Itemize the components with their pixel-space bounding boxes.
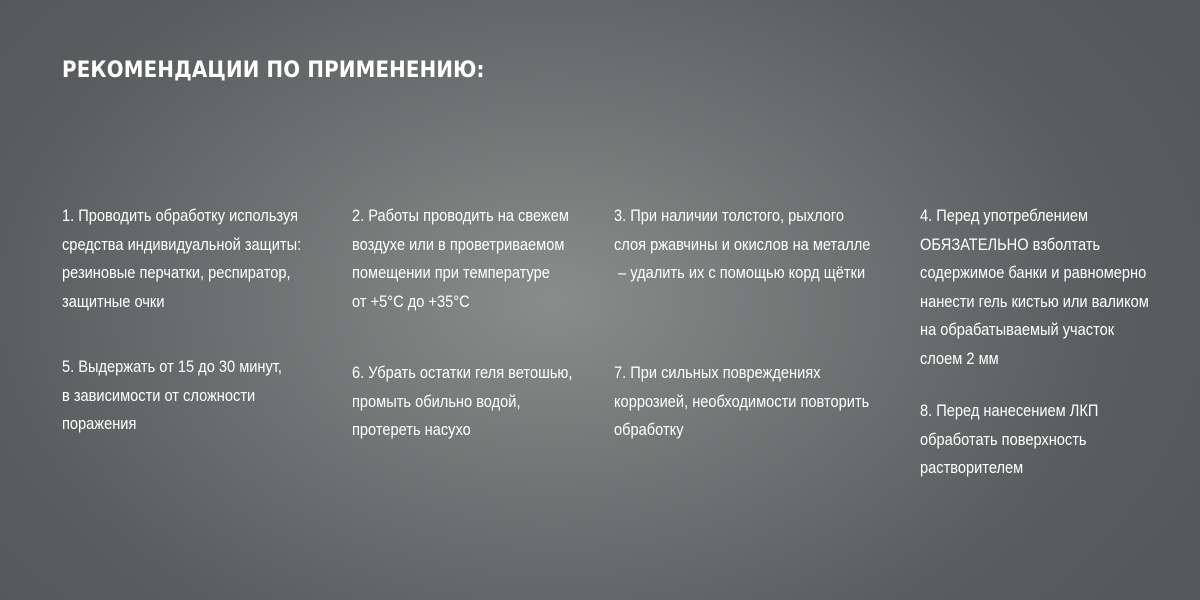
recommendation-7: 7. При сильных повреждениях коррозией, необходимости повторить обработку xyxy=(614,363,870,439)
recommendation-8: 8. Перед нанесением ЛКП обработать поверхность растворителем xyxy=(920,401,1099,477)
recommendation-1: 1. Проводить обработку используя средства индивидуальной защиты: резиновые перчатки, респиратор, защитные очки xyxy=(62,206,302,311)
recommendation-2: 2. Работы проводить на свежем воздухе или в проветриваемом помещении при температуре от +5°С до +35°С xyxy=(352,206,569,311)
recommendation-3: 3. При наличии толстого, рыхлого слоя ржавчины и окислов на металле – удалить их с помощью корд щётки xyxy=(614,206,871,282)
recommendation-6: 6. Убрать остатки геля ветошью, промыть обильно водой, протереть насухо xyxy=(352,363,573,439)
recommendation-4: 4. Перед употреблением ОБЯЗАТЕЛЬНО взболтать содержимое банки и равномерно нанести гель кистью или валиком на обрабатываемый участок слоем 2 мм xyxy=(920,206,1149,368)
recommendation-5: 5. Выдержать от 15 до 30 минут, в зависимости от сложности поражения xyxy=(62,357,282,433)
page-title: РЕКОМЕНДАЦИИ ПО ПРИМЕНЕНИЮ: xyxy=(62,58,485,83)
